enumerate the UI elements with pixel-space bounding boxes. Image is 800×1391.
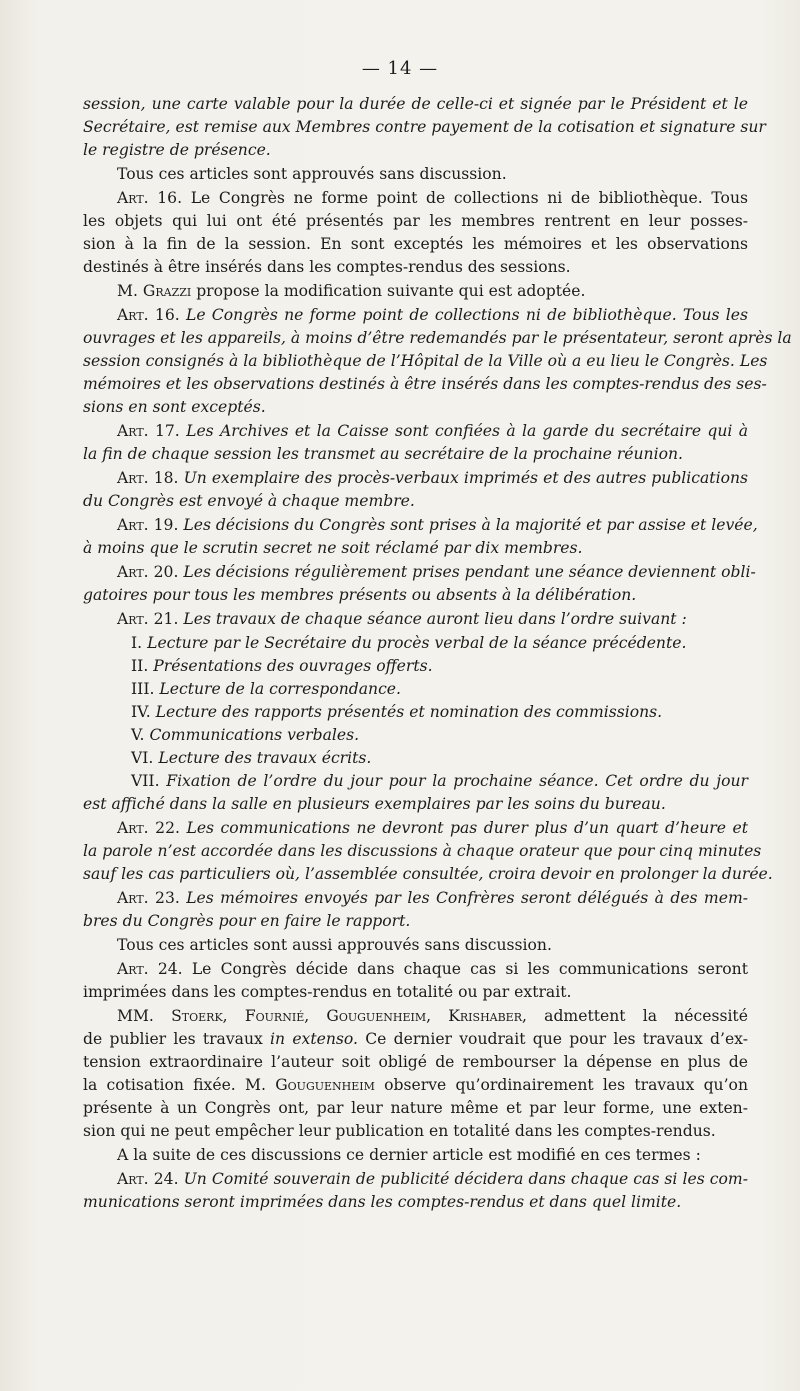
article-text: Les décisions du Congrès sont prises à la majorité et par assise et levée, <box>183 516 758 534</box>
text-line: tension extraordinaire l’auteur soit obligé de rembourser la dépense en plus de <box>83 1053 748 1071</box>
article-label: Art. 23. <box>117 889 180 907</box>
text-line: les objets qui lui ont été présentés par les membres rentrent en leur posses- <box>83 212 748 230</box>
person-name: Fournié, <box>244 1007 310 1025</box>
text-line: à moins que le scrutin secret ne soit réclamé par dix membres. <box>83 539 583 557</box>
article-text: Un Comité souverain de publicité décidera dans chaque cas si les com- <box>183 1170 748 1188</box>
article-21 <box>83 608 748 631</box>
text-line: munications seront imprimées dans les comptes-rendus et dans quel limite. <box>83 1193 682 1211</box>
article-text: Les Archives et la Caisse sont confiées à la garde du secrétaire qui à <box>186 422 748 440</box>
article-label: Art. 21. <box>117 610 179 628</box>
text-line: sion à la fin de la session. En sont exceptés les mémoires et les observations <box>83 235 748 253</box>
page-number: — 14 — <box>361 58 439 79</box>
text-line: du Congrès est envoyé à chaque membre. <box>83 492 415 510</box>
article-label: Art. 19. <box>117 516 179 534</box>
article-label: Art. 20. <box>117 563 179 581</box>
text-line: de publier les travaux in extenso. Ce dernier voudrait que pour les travaux d’ex- <box>83 1030 748 1048</box>
text-line: session, une carte valable pour la durée de celle-ci et signée par le Président et le <box>83 95 748 113</box>
text-line: la cotisation fixée. M. Gouguenheim observe qu’ordinairement les travaux qu’on <box>83 1076 748 1094</box>
article-text: Le Congrès ne forme point de collections ni de bibliothèque. Tous les <box>185 306 749 324</box>
article-text: Les communications ne devront pas durer plus d’un quart d’heure et <box>186 819 748 837</box>
text-line: Secrétaire, est remise aux Membres contre payement de la cotisation et signature sur <box>83 118 766 136</box>
person-name: Krishaber, <box>448 1007 527 1025</box>
article-23 <box>83 887 748 910</box>
person-name: Gouguenheim <box>275 1076 375 1094</box>
person-name: Gouguenheim, <box>326 1007 432 1025</box>
article-label: Art. 16. <box>117 189 183 207</box>
text-line: session consignés à la bibliothèque de l’Hôpital de la Ville où a eu lieu le Congrès. Les <box>83 352 768 370</box>
article-18 <box>83 467 748 490</box>
article-text: Un exemplaire des procès-verbaux imprimés et des autres publications <box>183 469 748 487</box>
list-item: V. Communications verbales. <box>131 726 360 744</box>
list-item: VI. Lecture des travaux écrits. <box>131 749 372 767</box>
paragraph-modification: A la suite de ces discussions ce dernier article est modifié en ces termes : <box>117 1146 701 1164</box>
text-line: mémoires et les observations destinés à être insérés dans les comptes-rendus des ses- <box>83 375 767 393</box>
text-line: bres du Congrès pour en faire le rapport. <box>83 912 411 930</box>
text-line: gatoires pour tous les membres présents ou absents à la délibération. <box>83 586 637 604</box>
text-line: sauf les cas particuliers où, l’assemblée consultée, croira devoir en prolonger la durée. <box>83 865 773 883</box>
text-line: imprimées dans les comptes-rendus en totalité ou par extrait. <box>83 983 572 1001</box>
text-line: ouvrages et les appareils, à moins d’être redemandés par le présentateur, seront après la <box>83 329 792 347</box>
article-label: Art. 16. <box>117 306 180 324</box>
article-20 <box>83 561 756 584</box>
article-19 <box>83 514 758 537</box>
text-line: présente à un Congrès ont, par leur nature même et par leur forme, une exten- <box>83 1099 748 1117</box>
article-label: Art. 18. <box>117 469 179 487</box>
discussion-paragraph: MM. Stoerk, Fournié, Gouguenheim, Krishaber, admettent la nécessité <box>117 1007 748 1025</box>
text-line: la parole n’est accordée dans les discussions à chaque orateur que pour cinq minutes <box>83 842 762 860</box>
article-label: Art. 17. <box>117 422 180 440</box>
article-text: Les travaux de chaque séance auront lieu dans l’ordre suivant : <box>183 610 687 628</box>
paragraph-approved: Tous ces articles sont aussi approuvés sans discussion. <box>117 936 552 954</box>
article-16-amended <box>83 304 748 327</box>
article-text: Le Congrès ne forme point de collections ni de bibliothèque. Tous <box>190 189 748 207</box>
list-item: IV. Lecture des rapports présentés et nomination des commissions. <box>131 703 663 721</box>
text-line: destinés à être insérés dans les comptes-rendus des sessions. <box>83 258 571 276</box>
person-name: Stoerk, <box>171 1007 228 1025</box>
article-16-original <box>83 187 748 210</box>
list-item: III. Lecture de la correspondance. <box>131 680 401 698</box>
text-line: sion qui ne peut empêcher leur publication en totalité dans les comptes-rendus. <box>83 1122 716 1140</box>
article-17 <box>83 420 748 443</box>
text-line: sions en sont exceptés. <box>83 398 266 416</box>
article-label: Art. 24. <box>117 960 183 978</box>
text-line: est affiché dans la salle en plusieurs exemplaires par les soins du bureau. <box>83 795 666 813</box>
article-24-amended <box>83 1168 748 1191</box>
list-item: VII. Fixation de l’ordre du jour pour la prochaine séance. Cet ordre du jour <box>131 772 748 790</box>
article-24-original <box>83 958 748 981</box>
person-name: Grazzi <box>142 282 192 300</box>
grazzi-proposal: M. Grazzi propose la modification suivante qui est adoptée. <box>117 282 586 300</box>
article-text: Les mémoires envoyés par les Confrères seront délégués à des mem- <box>186 889 748 907</box>
article-text: Le Congrès décide dans chaque cas si les communications seront <box>191 960 748 978</box>
article-text: Les décisions régulièrement prises pendant une séance deviennent obli- <box>183 563 756 581</box>
text-line: le registre de présence. <box>83 141 271 159</box>
list-item: II. Présentations des ouvrages offerts. <box>131 657 433 675</box>
article-22 <box>83 817 748 840</box>
text-line: la fin de chaque session les transmet au secrétaire de la prochaine réunion. <box>83 445 683 463</box>
paragraph-approved: Tous ces articles sont approuvés sans discussion. <box>117 165 507 183</box>
list-item: I. Lecture par le Secrétaire du procès verbal de la séance précédente. <box>131 634 687 652</box>
article-label: Art. 24. <box>117 1170 179 1188</box>
article-label: Art. 22. <box>117 819 180 837</box>
